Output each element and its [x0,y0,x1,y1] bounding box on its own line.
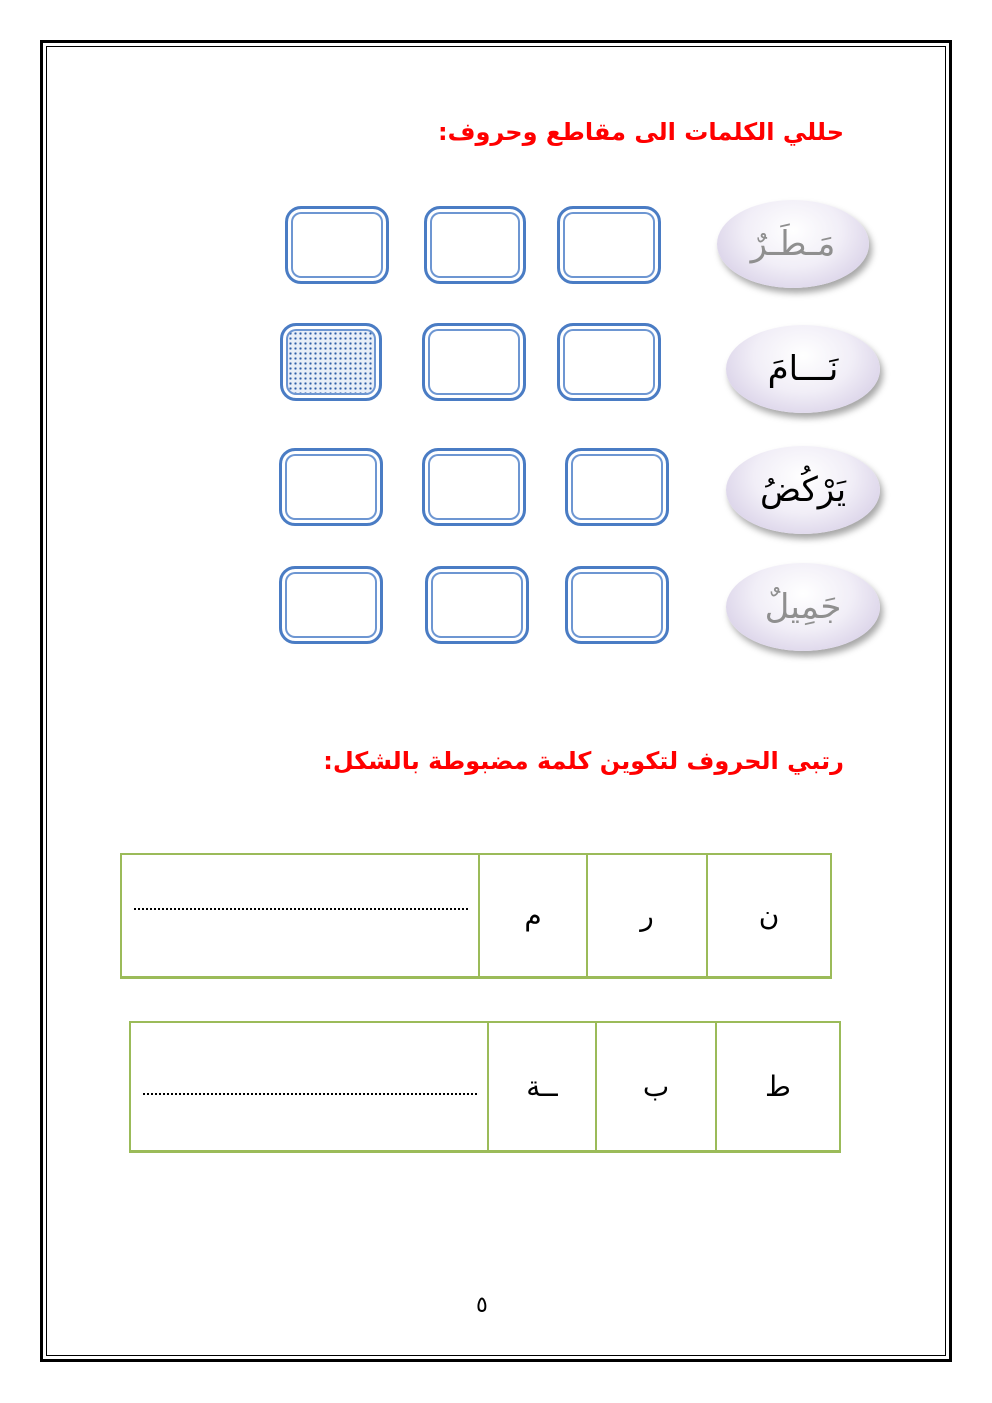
letter-sort-table-1 [120,853,832,979]
dotted-answer-line [143,1093,477,1095]
page-number: ٥ [476,1293,488,1318]
answer-box-3-1[interactable] [565,448,669,526]
answer-box-4-3[interactable] [279,566,383,644]
word-answer-field[interactable] [130,1022,488,1152]
answer-box-1-1[interactable] [557,206,661,284]
letter-cell: ر [587,854,707,978]
word-oval-4: جَمِيلٌ [726,563,880,651]
answer-box-4-2[interactable] [425,566,529,644]
word-oval-3: يَرْكُضُ [726,446,880,534]
answer-box-1-3[interactable] [285,206,389,284]
letter-cell: ن [707,854,831,978]
exercise1-heading: حللي الكلمات الى مقاطع وحروف: [437,118,844,146]
answer-box-3-3[interactable] [279,448,383,526]
answer-box-2-1[interactable] [557,323,661,401]
letter-cell: ــة [488,1022,596,1152]
letter-cell: ب [596,1022,716,1152]
answer-box-1-2[interactable] [424,206,526,284]
word-answer-field[interactable] [121,854,479,978]
word-oval-2: نَـــامَ [726,325,880,413]
letter-cell: ط [716,1022,840,1152]
dotted-answer-line [134,908,468,910]
exercise2-heading: رتبي الحروف لتكوين كلمة مضبوطة بالشكل: [323,747,844,775]
answer-box-3-2[interactable] [422,448,526,526]
letter-cell: م [479,854,587,978]
answer-box-2-2[interactable] [422,323,526,401]
answer-box-4-1[interactable] [565,566,669,644]
answer-box-2-3[interactable] [280,323,382,401]
letter-sort-table-2 [129,1021,841,1153]
word-oval-1: مَـطَـرٌ [717,200,869,288]
